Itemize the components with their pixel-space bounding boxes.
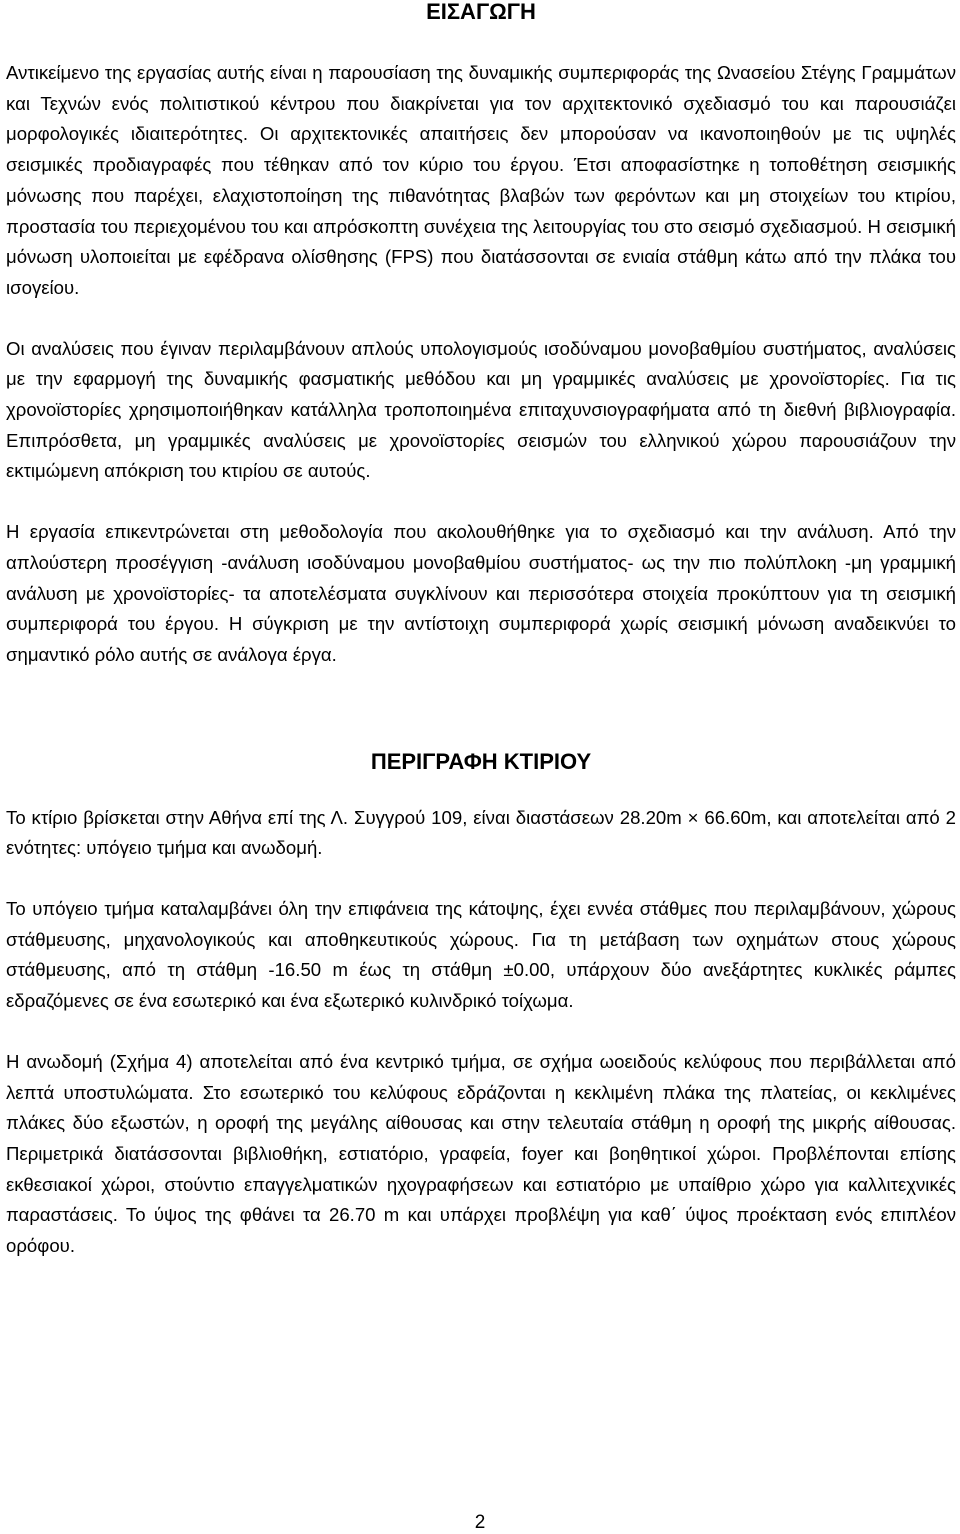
document-page xyxy=(6,0,956,1262)
intro-paragraph-2: Οι αναλύσεις που έγιναν περιλαμβάνουν απλούς υπολογισμούς ισοδύναμου μονοβαθμίου συστήματος, αναλύσεις με την εφαρμογή της δυναμικής φασματικής μεθόδου και μη γραμμικές αναλύσεις με χρονοϊστορίες. Για τις χρονοϊστορίες χρησιμοποιήθηκαν κατάλληλα τροποποιημένα επιταχυνσιογραφήματα από τη διεθνή βιβλιογραφία. Επιπρόσθετα, μη γραμμικές αναλύσεις με χρονοϊστορίες σεισμών του ελληνικού χώρου παρουσιάζουν την εκτιμώμενη απόκριση του κτιρίου σε αυτούς. xyxy=(6,337,956,482)
intro-paragraph-3: Η εργασία επικεντρώνεται στη μεθοδολογία που ακολουθήθηκε για το σχεδιασμό και την ανάλυση. Από την απλούστερη προσέγγιση -ανάλυση ισοδύναμου μονοβαθμίου συστήματος- ως την πιο πολύπλοκη -μη γραμμική ανάλυση με χρονοϊστορίες- τα αποτελέσματα συγκλίνουν και περισσότερα στοιχεία προκύπτουν για τη σεισμική συμπεριφορά του έργου. Η σύγκριση με την αντίστοιχη συμπεριφορά χωρίς σεισμική μόνωση αναδεικνύει το σημαντικό ρόλο αυτής σε ανάλογα έργα. xyxy=(6,521,956,665)
building-paragraph-2: Το υπόγειο τμήμα καταλαμβάνει όλη την επιφάνεια της κάτοψης, έχει εννέα στάθμες που περιλαμβάνουν, χώρους στάθμευσης, μηχανολογικούς και αποθηκευτικούς χώρους. Για τη μετάβαση των οχημάτων στους χώρους στάθμευσης, από τη στάθμη -16.50 m έως τη στάθμη ±0.00, υπάρχουν δύο ανεξάρτητες κυκλικές ράμπες εδραζόμενες σε ένα εσωτερικό και ένα εξωτερικό κυλινδρικό τοίχωμα. xyxy=(6,898,956,1012)
building-paragraph-3: Η ανωδομή (Σχήμα 4) αποτελείται από ένα κεντρικό τμήμα, σε σχήμα ωοειδούς κελύφους που περιβάλλεται από λεπτά υποστυλώματα. Στο εσωτερικό του κελύφους εδράζονται η κεκλιμένη πλάκα της πλατείας, οι κεκλιμένες πλάκες δύο εξωστών, η οροφή της μεγάλης αίθουσας και στην τελευταία στάθμη η οροφή της μικρής αίθουσας. Περιμετρικά διατάσσονται βιβλιοθήκη, εστιατόριο, γραφεία, foyer και βοηθητικοί χώροι. Προβλέπονται επίσης εκθεσιακοί χώροι, στούντιο επαγγελματικών ηχογραφήσεων και εστιατόριο με υπαίθριο χώρο για καλλιτεχνικές παραστάσεις. Το ύψος της φθάνει τα 26.70 m και υπάρχει προβλέψη για καθ΄ ύψος προέκταση ενός επιπλέον ορόφου. xyxy=(6,1050,956,1257)
page-number: 2 xyxy=(474,1512,486,1533)
intro-paragraph-1: Αντικείμενο της εργασίας αυτής είναι η παρουσίαση της δυναμικής συμπεριφοράς της Ωνασείου Στέγης Γραμμάτων και Τεχνών ενός πολιτιστικού κέντρου που διακρίνεται για τον αρχιτεκτονικό σχεδιασμό του και παρουσιάζει μορφολογικές ιδιαιτερότητες. Οι αρχιτεκτονικές απαιτήσεις δεν μπορούσαν να ικανοποιηθούν με τις υψηλές σεισμικές προδιαγραφές που τέθηκαν από τον κύριο του έργου. Έτσι αποφασίστηκε η τοποθέτηση σεισμικής μόνωσης που παρέχει, ελαχιστοποίηση της πιθανότητας βλαβών των φερόντων και μη στοιχείων του κτιρίου, προστασία του περιεχομένου του και απρόσκοπτη συνέχεια της λειτουργίας του στο σεισμό σχεδιασμού. Η σεισμική μόνωση υλοποιείται με εφέδρανα ολίσθησης (FPS) που διατάσσονται σε ενιαία στάθμη κάτω από την πλάκα του ισογείου. xyxy=(6,62,956,298)
section-title-building-description: ΠΕΡΙΓΡΑΦΗ ΚΤΙΡΙΟΥ xyxy=(370,748,592,774)
building-paragraph-1: Το κτίριο βρίσκεται στην Αθήνα επί της Λ. Συγγρού 109, είναι διαστάσεων 28.20m × 66.60m, και αποτελείται από 2 ενότητες: υπόγειο τμήμα και ανωδομή. xyxy=(6,806,956,859)
section-title-introduction: ΕΙΣΑΓΩΓΗ xyxy=(426,0,536,24)
